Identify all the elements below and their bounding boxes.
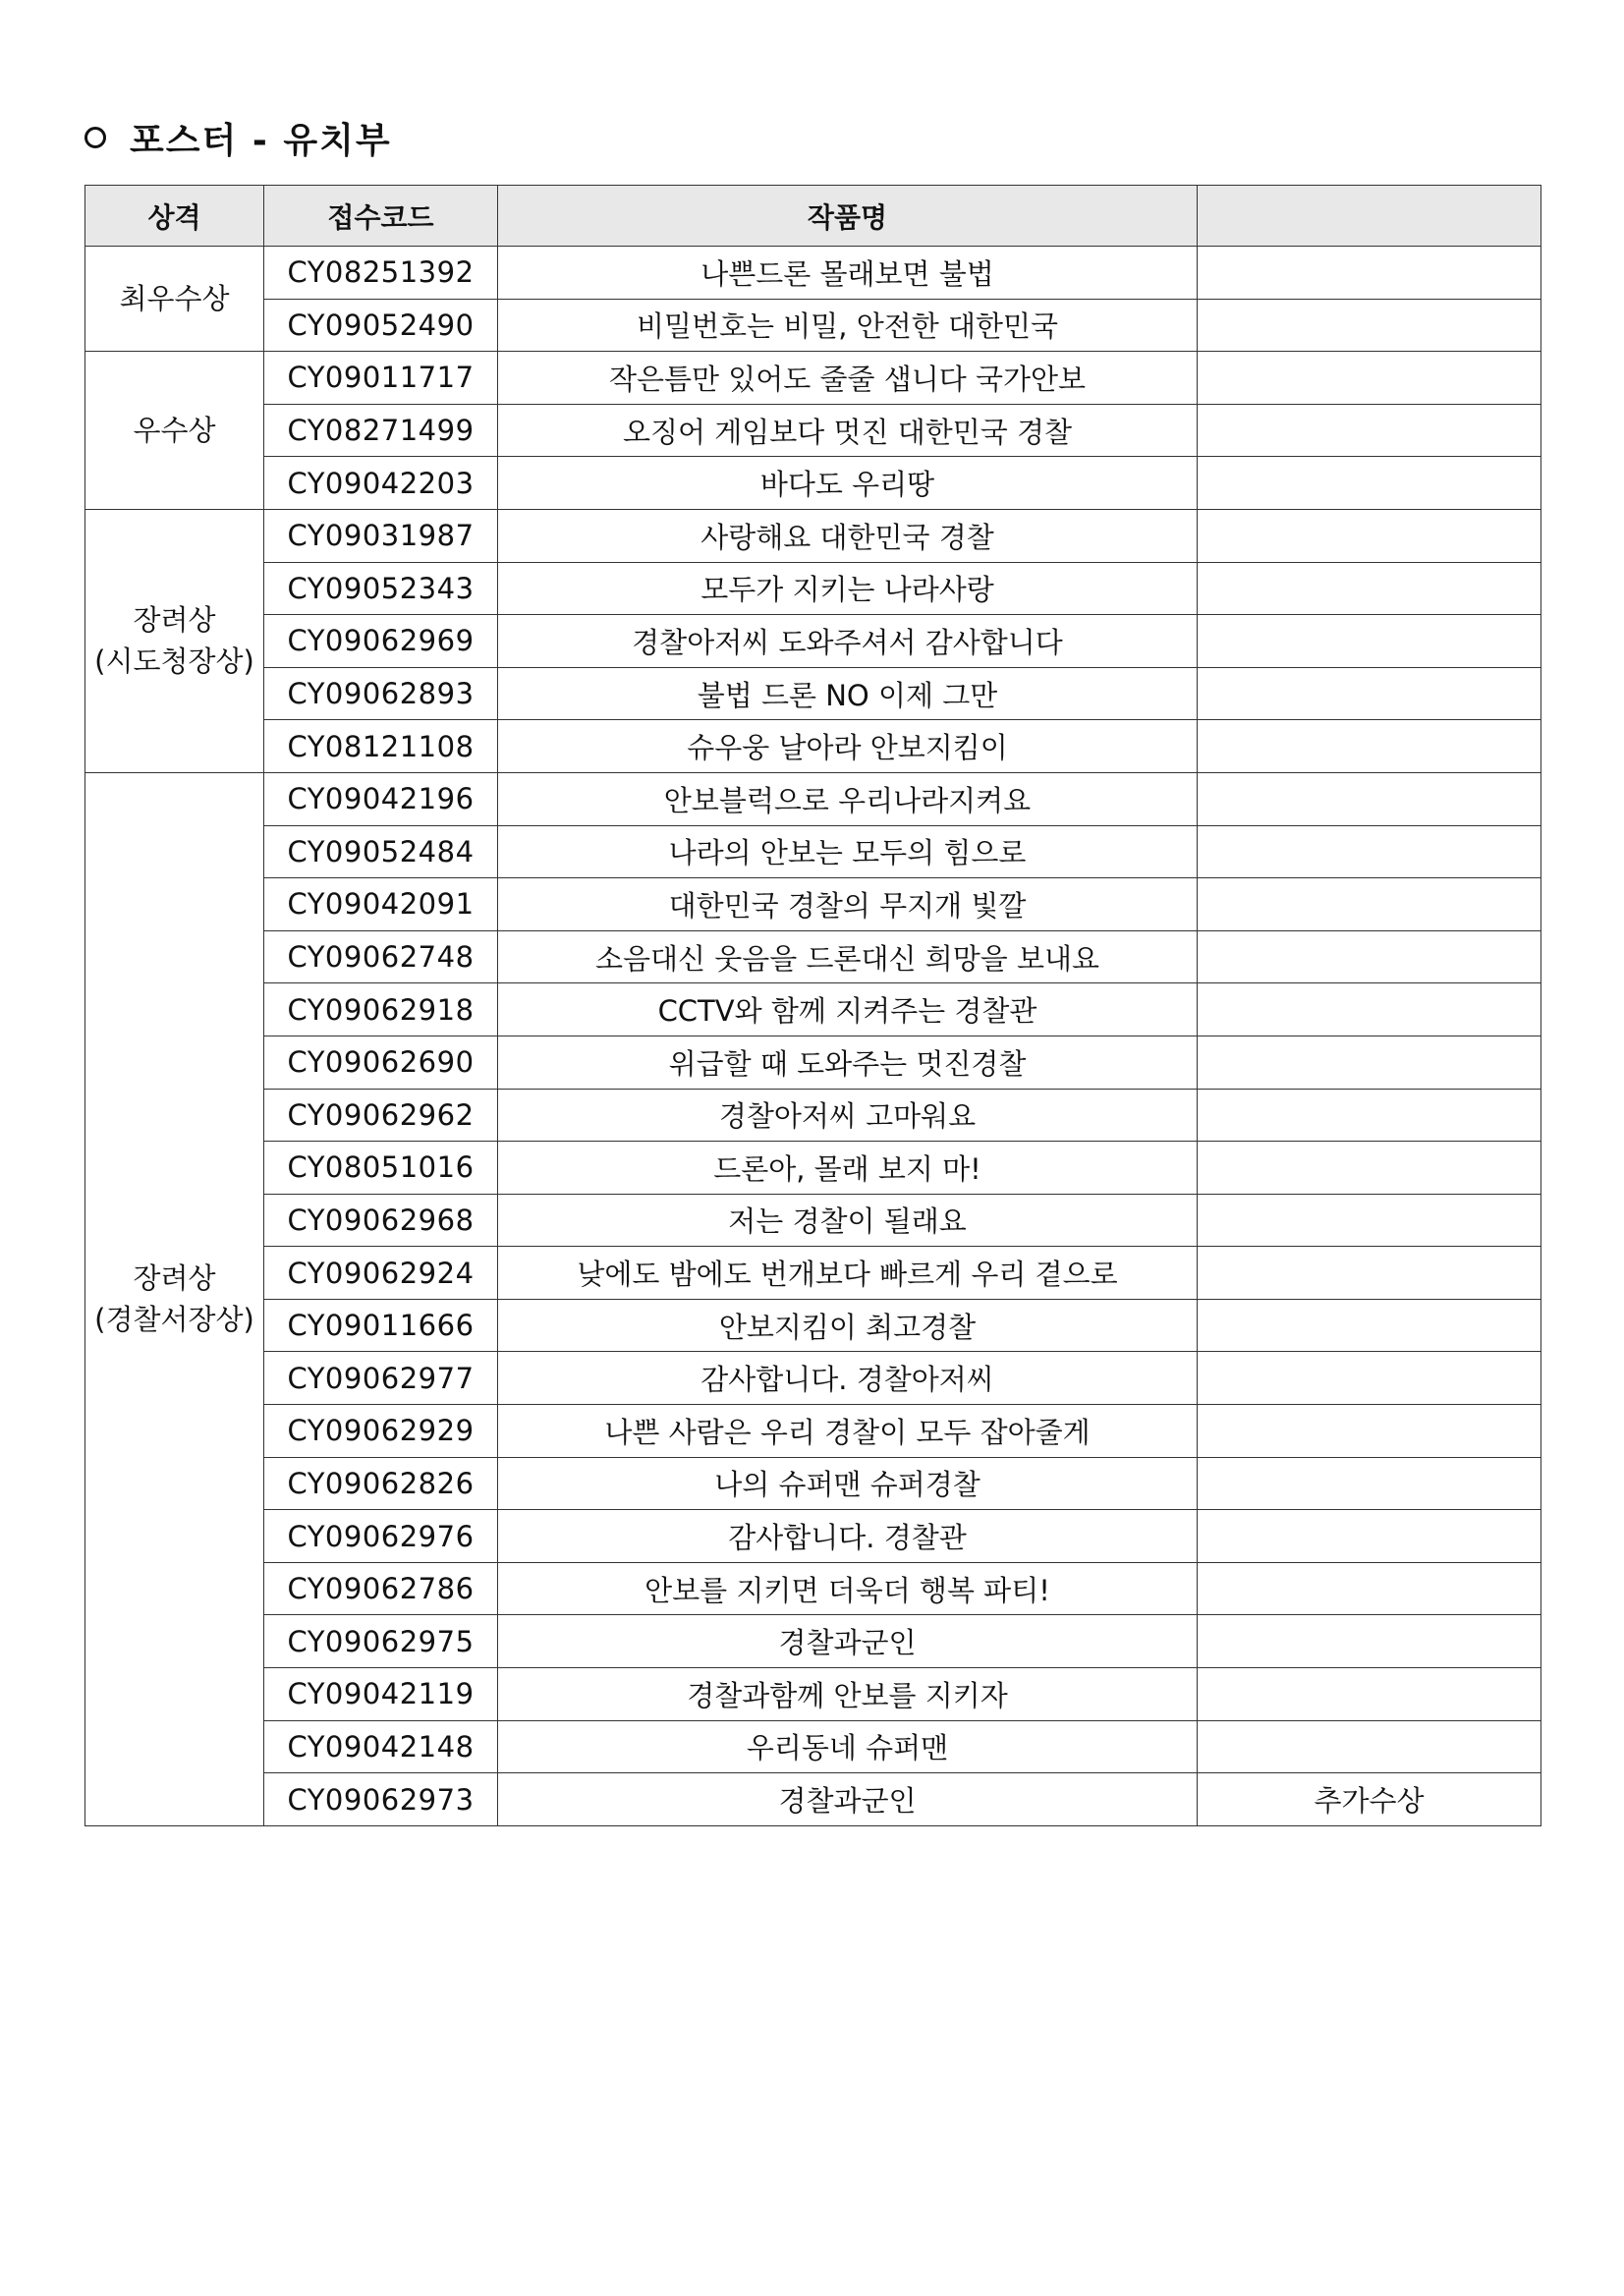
code-cell: CY09052484 <box>264 825 498 878</box>
title-cell: 나의 슈퍼맨 슈퍼경찰 <box>498 1457 1198 1510</box>
section-title: 포스터 - 유치부 <box>130 120 392 161</box>
title-cell: 안보지킴이 최고경찰 <box>498 1299 1198 1352</box>
awards-body <box>85 247 1541 1826</box>
code-cell: CY09062893 <box>264 667 498 720</box>
table-row <box>85 509 1541 562</box>
header-code: 접수코드 <box>264 186 498 247</box>
table-row <box>85 1668 1541 1721</box>
title-cell: 불법 드론 NO 이제 그만 <box>498 667 1198 720</box>
grade-cell <box>85 352 264 510</box>
title-cell: 비밀번호는 비밀, 안전한 대한민국 <box>498 299 1198 352</box>
title-cell: 저는 경찰이 될래요 <box>498 1194 1198 1247</box>
note-cell <box>1198 772 1541 825</box>
table-row <box>85 667 1541 720</box>
note-cell <box>1198 1247 1541 1300</box>
table-row <box>85 983 1541 1036</box>
section-heading <box>84 110 392 165</box>
note-cell <box>1198 404 1541 457</box>
note-cell <box>1198 983 1541 1036</box>
grade-label: 최우수상 <box>119 282 230 316</box>
table-row <box>85 1142 1541 1195</box>
note-cell <box>1198 825 1541 878</box>
title-cell: CCTV와 함께 지켜주는 경찰관 <box>498 983 1198 1036</box>
code-cell: CY09062976 <box>264 1510 498 1563</box>
title-cell: 소음대신 웃음을 드론대신 희망을 보내요 <box>498 930 1198 983</box>
code-cell: CY09062975 <box>264 1615 498 1668</box>
code-cell: CY09042119 <box>264 1668 498 1721</box>
table-row <box>85 1247 1541 1300</box>
title-cell: 경찰과군인 <box>498 1773 1198 1826</box>
code-cell: CY09042148 <box>264 1720 498 1773</box>
title-cell: 감사합니다. 경찰관 <box>498 1510 1198 1563</box>
grade-cell <box>85 247 264 352</box>
note-cell <box>1198 1142 1541 1195</box>
header-grade: 상격 <box>85 186 264 247</box>
table-row <box>85 720 1541 773</box>
table-row <box>85 1036 1541 1089</box>
grade-label: 우수상 <box>133 414 216 448</box>
code-cell: CY09062748 <box>264 930 498 983</box>
table-row <box>85 878 1541 931</box>
title-cell: 사랑해요 대한민국 경찰 <box>498 509 1198 562</box>
title-cell: 경찰과함께 안보를 지키자 <box>498 1668 1198 1721</box>
note-cell <box>1198 352 1541 405</box>
note-cell <box>1198 720 1541 773</box>
code-cell: CY09062786 <box>264 1562 498 1615</box>
header-note <box>1198 186 1541 247</box>
code-cell: CY09062977 <box>264 1352 498 1405</box>
table-row <box>85 930 1541 983</box>
table-row <box>85 1773 1541 1826</box>
header-title: 작품명 <box>498 186 1198 247</box>
table-row <box>85 1089 1541 1142</box>
table-row <box>85 299 1541 352</box>
code-cell: CY08271499 <box>264 404 498 457</box>
note-cell <box>1198 1615 1541 1668</box>
code-cell: CY09062924 <box>264 1247 498 1300</box>
code-cell: CY09062973 <box>264 1773 498 1826</box>
code-cell: CY09062690 <box>264 1036 498 1089</box>
table-row <box>85 1510 1541 1563</box>
note-cell <box>1198 1299 1541 1352</box>
title-cell: 감사합니다. 경찰아저씨 <box>498 1352 1198 1405</box>
title-cell: 위급할 때 도와주는 멋진경찰 <box>498 1036 1198 1089</box>
note-cell <box>1198 509 1541 562</box>
table-header-row <box>85 186 1541 247</box>
note-cell <box>1198 878 1541 931</box>
note-cell <box>1198 1089 1541 1142</box>
title-cell: 바다도 우리땅 <box>498 457 1198 510</box>
table-row <box>85 772 1541 825</box>
title-cell: 나쁜 사람은 우리 경찰이 모두 잡아줄게 <box>498 1405 1198 1458</box>
title-cell: 슈우웅 날아라 안보지킴이 <box>498 720 1198 773</box>
grade-label: 장려상 <box>133 1261 216 1296</box>
note-cell <box>1198 1720 1541 1773</box>
note-cell <box>1198 615 1541 668</box>
table-row <box>85 457 1541 510</box>
title-cell: 안보를 지키면 더욱더 행복 파티! <box>498 1562 1198 1615</box>
note-cell <box>1198 1352 1541 1405</box>
code-cell: CY09011666 <box>264 1299 498 1352</box>
grade-label: (경찰서장상) <box>94 1303 254 1337</box>
awards-table <box>84 185 1541 1826</box>
table-row <box>85 1457 1541 1510</box>
note-cell <box>1198 1457 1541 1510</box>
table-row <box>85 1615 1541 1668</box>
table-row <box>85 1194 1541 1247</box>
table-row <box>85 404 1541 457</box>
code-cell: CY09062826 <box>264 1457 498 1510</box>
table-row <box>85 1299 1541 1352</box>
note-cell <box>1198 247 1541 300</box>
table-row <box>85 562 1541 615</box>
code-cell: CY09011717 <box>264 352 498 405</box>
code-cell: CY09062918 <box>264 983 498 1036</box>
code-cell: CY09042091 <box>264 878 498 931</box>
title-cell: 경찰아저씨 도와주셔서 감사합니다 <box>498 615 1198 668</box>
code-cell: CY09062968 <box>264 1194 498 1247</box>
title-cell: 낮에도 밤에도 번개보다 빠르게 우리 곁으로 <box>498 1247 1198 1300</box>
table-row <box>85 352 1541 405</box>
table-row <box>85 1405 1541 1458</box>
title-cell: 경찰아저씨 고마워요 <box>498 1089 1198 1142</box>
grade-label: (시도청장상) <box>94 644 254 679</box>
grade-cell <box>85 509 264 772</box>
table-row <box>85 1562 1541 1615</box>
note-cell <box>1198 1668 1541 1721</box>
title-cell: 작은틈만 있어도 줄줄 샙니다 국가안보 <box>498 352 1198 405</box>
note-cell <box>1198 1562 1541 1615</box>
code-cell: CY08121108 <box>264 720 498 773</box>
note-cell <box>1198 1405 1541 1458</box>
note-cell <box>1198 1510 1541 1563</box>
code-cell: CY09052490 <box>264 299 498 352</box>
note-cell <box>1198 667 1541 720</box>
circle-bullet-icon <box>84 127 106 148</box>
grade-label: 장려상 <box>133 603 216 638</box>
title-cell: 우리동네 슈퍼맨 <box>498 1720 1198 1773</box>
title-cell: 안보블럭으로 우리나라지켜요 <box>498 772 1198 825</box>
title-cell: 나라의 안보는 모두의 힘으로 <box>498 825 1198 878</box>
note-cell <box>1198 457 1541 510</box>
grade-cell <box>85 772 264 1825</box>
code-cell: CY09062929 <box>264 1405 498 1458</box>
title-cell: 모두가 지키는 나라사랑 <box>498 562 1198 615</box>
note-cell <box>1198 930 1541 983</box>
title-cell: 드론아, 몰래 보지 마! <box>498 1142 1198 1195</box>
code-cell: CY09031987 <box>264 509 498 562</box>
title-cell: 나쁜드론 몰래보면 불법 <box>498 247 1198 300</box>
code-cell: CY09042203 <box>264 457 498 510</box>
note-cell <box>1198 299 1541 352</box>
table-row <box>85 1720 1541 1773</box>
code-cell: CY09062962 <box>264 1089 498 1142</box>
note-cell <box>1198 1194 1541 1247</box>
table-row <box>85 247 1541 300</box>
title-cell: 대한민국 경찰의 무지개 빛깔 <box>498 878 1198 931</box>
code-cell: CY09042196 <box>264 772 498 825</box>
code-cell: CY08051016 <box>264 1142 498 1195</box>
note-cell <box>1198 562 1541 615</box>
table-row <box>85 1352 1541 1405</box>
note-cell: 추가수상 <box>1198 1773 1541 1826</box>
code-cell: CY08251392 <box>264 247 498 300</box>
title-cell: 오징어 게임보다 멋진 대한민국 경찰 <box>498 404 1198 457</box>
table-row <box>85 615 1541 668</box>
code-cell: CY09052343 <box>264 562 498 615</box>
table-row <box>85 825 1541 878</box>
note-cell <box>1198 1036 1541 1089</box>
code-cell: CY09062969 <box>264 615 498 668</box>
title-cell: 경찰과군인 <box>498 1615 1198 1668</box>
